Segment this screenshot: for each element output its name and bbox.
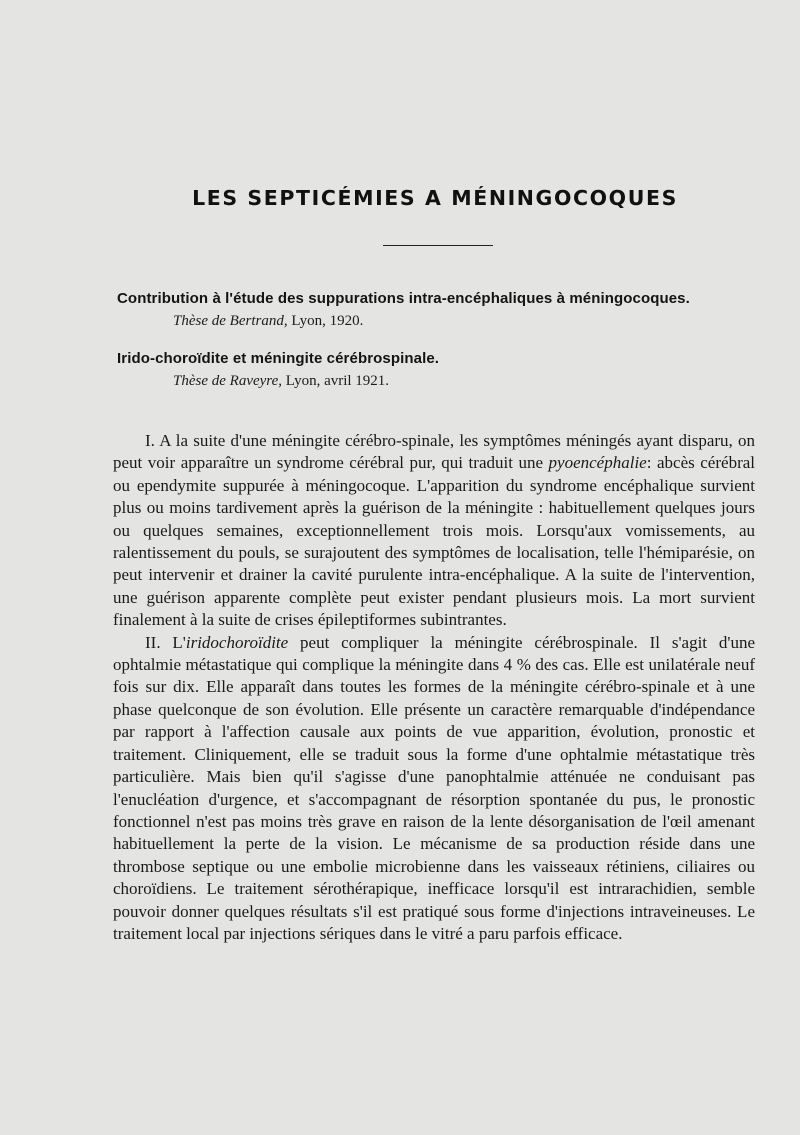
reference-1-citation [173,313,737,330]
page-title: LES SEPTICÉMIES A MÉNINGOCOQUES [192,186,678,210]
paragraph-2-rest: peut compliquer la méningite cérébrospinale. Il s'agit d'une ophtalmie métastatique qui complique la méningite dans 4 % des cas. Elle est unilatérale neuf fois sur dix. Elle apparaît dans toutes les formes de la méningite cérébro-spinale et à une phase quelconque de son évolution. Elle présente un caractère remarquable d'indépendance par rapport à l'affection causale aux points de vue apparition, évolution, pronostic et traitement. Cliniquement, elle se traduit sous la forme d'une ophtalmie métastatique très particulière. Mais bien qu'il s'agisse d'une panophtalmie atténuée ne conduisant pas l'enucléation d'urgence, et s'accompagnant de résorption spontanée du pus, le pronostic fonctionnel n'est pas moins très grave en raison de la lente désorganisation de l'œil amenant habituellement la perte de la vision. Le mécanisme de sa production réside dans une thrombose septique ou une embolie microbienne dans les vaisseaux rétiniens, ciliaires ou choroïdiens. Le traitement sérothérapique, inefficace lorsqu'il est intrarachidien, semble pouvoir donner quelques résultats s'il est pratiqué sous forme d'injections intraveineuses. Le traitement local par injections sériques dans le vitré a paru parfois efficace. [113,632,755,943]
title-divider [383,245,493,246]
paragraph-2-start: II. L' [145,632,186,652]
reference-2-prefix: Thèse de [173,373,226,389]
reference-2-author: Raveyre [229,373,279,389]
reference-2-citation [173,373,737,390]
reference-1-author: Bertrand [229,313,284,329]
reference-1-prefix: Thèse de [173,313,226,329]
paragraph-1 [113,430,755,632]
paragraph-1-emphasis: pyoencéphalie [548,453,647,473]
reference-2-title: Irido-choroïdite et méningite cérébrospinale. [117,350,440,367]
body-text [113,430,755,945]
reference-2 [117,350,737,390]
paragraph-2 [113,632,755,946]
reference-2-place-date: , Lyon, avril 1921. [278,373,390,389]
paragraph-2-emphasis: iridochoroïdite [185,632,289,652]
reference-1-place-date: , Lyon, 1920. [283,313,364,329]
paragraph-1-rest: : abcès cérébral ou ependymite suppurée à méningocoque. L'apparition du syndrome encéphalique survient plus ou moins tardivement après la guérison de la méningite : habituellement quelques jours ou quelques semaines, exceptionnellement trois mois. Lorsqu'aux vomissements, au ralentissement du pouls, se surajoutent des symptômes de localisation, telle l'hémiparésie, on peut intervenir et drainer la cavité purulente intra-encéphalique. A la suite de l'intervention, une guérison apparente complète peut exister pendant plusieurs mois. La mort survient finalement à la suite de crises épileptiformes subintrantes. [113,453,755,630]
reference-1-title: Contribution à l'étude des suppurations intra-encéphaliques à méningocoques. [117,290,690,307]
reference-1 [117,290,737,330]
paragraph-1-start: I. A la suite d'une méningite cérébro-spinale, les symptômes méningés ayant disparu, on peut voir apparaître un syndrome cérébral pur, qui traduit une [113,431,755,473]
